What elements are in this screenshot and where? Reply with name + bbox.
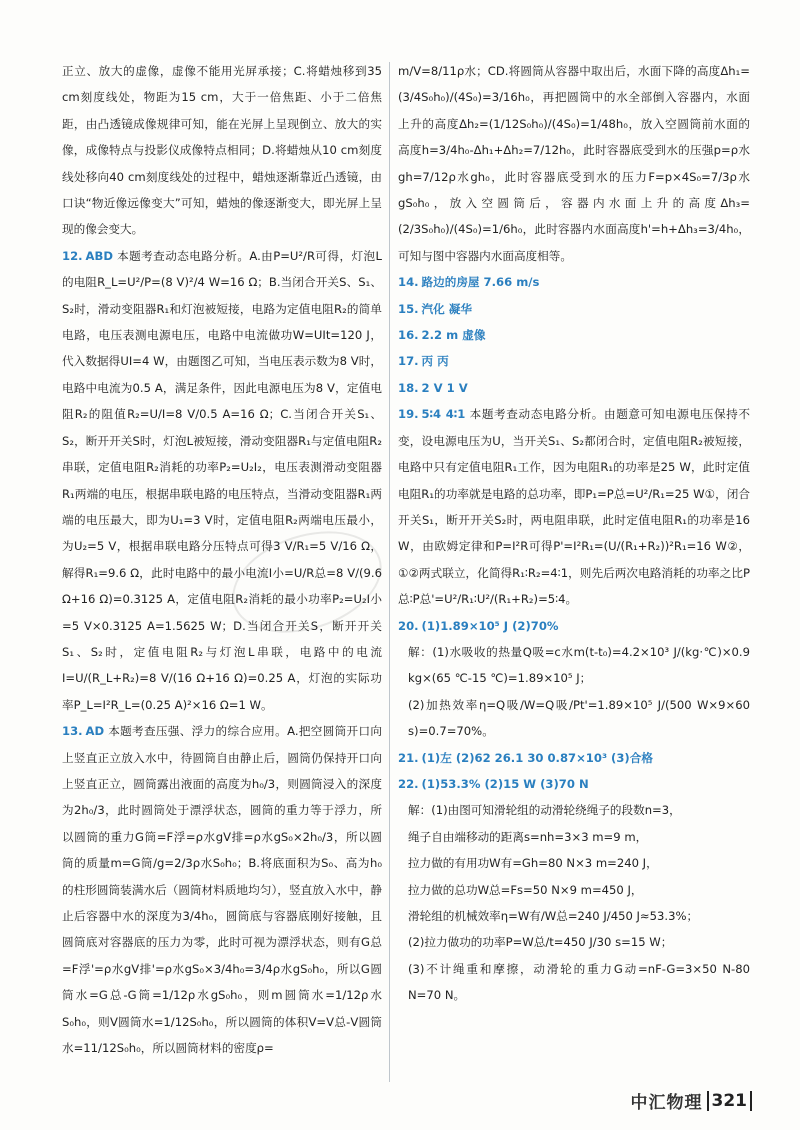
solution-20-1: 解：(1)水吸收的热量Q吸=c水m(t-t₀)=4.2×10³ J/(kg·℃)×0.9 kg×(65 ℃-15 ℃)=1.89×10⁵ J； [408, 644, 750, 686]
answer-15: 15. 汽化 凝华 [398, 301, 472, 316]
answer-16: 16. 2.2 m 虚像 [398, 328, 486, 343]
solution-22-line-3: 拉力做的有用功W有=Gh=80 N×3 m=240 J， [408, 856, 658, 871]
solution-20-2: (2)加热效率η=Q吸/W=Q吸/Pt'=1.89×10⁵ J/(500 W×9×60 s)=0.7=70%。 [408, 697, 750, 739]
answer-20: 20. (1)1.89×10⁵ J (2)70% [398, 618, 559, 633]
column-divider [389, 62, 390, 1082]
right-column [398, 58, 750, 1009]
left-block-0: 正立、放大的虚像，虚像不能用光屏承接；C.将蜡烛移到35 cm刻度线处，物距为15 cm，大于一倍焦距、小于二倍焦距，由凸透镜成像规律可知，能在光屏上呈现倒立、放大的实像，成像特点与投影仪成像特点相同；D.将蜡烛从10 cm刻度线处移向40 cm刻度线处的过程中，蜡烛逐渐靠近凸透镜，由口诀“物近像远像变大”可知，蜡烛的像逐渐变大，即光屏上呈现的像会变大。 [62, 64, 382, 237]
right-block-0: m/V=8/11ρ水；CD.将圆筒从容器中取出后，水面下降的高度Δh₁=(3/4S₀h₀)/(4S₀)=3/16h₀，再把圆筒中的水全部倒入容器内，水面上升的高度Δh₂=(1/12S₀h₀)/(4S₀)=1/48h₀，放入空圆筒前水面的高度h=3/4h₀-Δh₁+Δh₂=7/12h₀，此时容器底受到水的压强p=ρ水gh=7/12ρ水gh₀，此时容器底受到水的压力F=p×4S₀=7/3ρ水gS₀h₀，放入空圆筒后，容器内水面上升的高度Δh₃=(2/3S₀h₀)/(4S₀)=1/6h₀，此时容器内水面高度h'=h+Δh₃=3/4h₀，可知与图中容器内水面高度相等。 [398, 64, 750, 263]
solution-22-line-2: 绳子自由端移动的距离s=nh=3×3 m=9 m， [408, 829, 648, 844]
answer-21: 21. (1)左 (2)62 26.1 30 0.87×10³ (3)合格 [398, 750, 653, 765]
solution-22-line-7: (3)不计绳重和摩擦，动滑轮的重力G动=nF-G=3×50 N-80 N=70 N。 [408, 961, 750, 1003]
question-19: 19. 5∶4 4∶1 本题考查动态电路分析。由题意可知电源电压保持不变，设电源电压为U，当开关S₁、S₂都闭合时，定值电阻R₂被短接，电路中只有定值电阻R₁工作，因为电阻R₁的功率是25 W，此时定值电阻R₁的功率就是电路的总功率，即P₁=P总=U²/R₁=25 W①，闭合开关S₁，断开开关S₂时，两电阻串联，此时定值电阻R₁的功率是16 W，由欧姆定律和P=I²R可得P'=I²R₁=(U/(R₁+R₂))²R₁=16 W②，①②两式联立，化简得R₁∶R₂=4∶1，则先后两次电路消耗的功率之比P总∶P总'=U²/R₁∶U²/(R₁+R₂)=5∶4。 [398, 407, 750, 607]
answer-17: 17. 丙 丙 [398, 354, 449, 369]
question-12: 12. ABD 本题考查动态电路分析。A.由P=U²/R可得，灯泡L的电阻R_L=U²/P=(8 V)²/4 W=16 Ω；B.当闭合开关S、S₁、S₂时，滑动变阻器R₁和灯泡被短接，电路为定值电阻R₂的简单电路，电压表测电源电压，电路中电流做功W=UIt=120 J，代入数据得UI=4 W，由题图乙可知，当电压表示数为8 V时，电路中电流为0.5 A，满足条件，因此电源电压为8 V，定值电阻R₂的阻值R₂=U/I=8 V/0.5 A=16 Ω；C.当闭合开关S₁、S₂，断开开关S时，灯泡L被短接，滑动变阻器R₁与定值电阻R₂串联，定值电阻R₂消耗的功率P₂=U₂I₂，电压表测滑动变阻器R₁两端的电压，根据串联电路的电压特点，当滑动变阻器R₁两端的电压最大，即为U₁=3 V时，定值电阻R₂两端电压最小，为U₂=5 V，根据串联电路分压特点可得3 V/R₁=5 V/16 Ω，解得R₁=9.6 Ω，此时电路中的最小电流I小=U/R总=8 V/(9.6 Ω+16 Ω)=0.3125 A，定值电阻R₂消耗的最小功率P₂=U₂I小=5 V×0.3125 A=1.5625 W；D.当闭合开关S，断开开关S₁、S₂时，定值电阻R₂与灯泡L串联，电路中的电流I=U/(R_L+R₂)=8 V/(16 Ω+16 Ω)=0.25 A，灯泡的实际功率P_L=I²R_L=(0.25 A)²×16 Ω=1 W。 [62, 248, 382, 712]
answer-22: 22. (1)53.3% (2)15 W (3)70 N [398, 776, 589, 791]
footer-label: 中汇物理 [630, 1093, 703, 1113]
page-number: 321 [707, 1091, 753, 1111]
solution-22-line-4: 拉力做的总功W总=Fs=50 N×9 m=450 J， [408, 882, 643, 897]
solution-22-line-6: (2)拉力做功的功率P=W总/t=450 J/30 s=15 W； [408, 935, 673, 950]
answer-14: 14. 路边的房屋 7.66 m/s [398, 275, 540, 290]
solution-22-line-1: 解：(1)由图可知滑轮组的动滑轮绕绳子的段数n=3， [408, 803, 681, 818]
answer-18: 18. 2 V 1 V [398, 380, 468, 395]
page-footer [631, 1088, 753, 1113]
question-13: 13. AD 本题考查压强、浮力的综合应用。A.把空圆筒开口向上竖直正立放入水中，待圆筒自由静止后，圆筒仍保持开口向上竖直正立，圆筒露出液面的高度为h₀/3，则圆筒浸入的深度为2h₀/3，此时圆筒处于漂浮状态，圆筒的重力等于浮力，所以圆筒的重力G筒=F浮=ρ水gV排=ρ水gS₀×2h₀/3，所以圆筒的质量m=G筒/g=2/3ρ水S₀h₀；B.将底面积为S₀、高为h₀的柱形圆筒装满水后（圆筒材料质地均匀），竖直放入水中，静止后容器中水的深度为3/4h₀，圆筒底与容器底刚好接触，且圆筒底对容器底的压力为零，此时可视为漂浮状态，则有G总=F浮'=ρ水gV排'=ρ水gS₀×3/4h₀=3/4ρ水gS₀h₀，所以G圆筒水=G总-G筒=1/12ρ水gS₀h₀，则m圆筒水=1/12ρ水S₀h₀，则V圆筒水=1/12S₀h₀，所以圆筒的体积V=V总-V圆筒水=11/12S₀h₀，所以圆筒材料的密度ρ= [62, 724, 383, 1056]
solution-22-line-5: 滑轮组的机械效率η=W有/W总=240 J/450 J≈53.3%； [408, 909, 699, 923]
